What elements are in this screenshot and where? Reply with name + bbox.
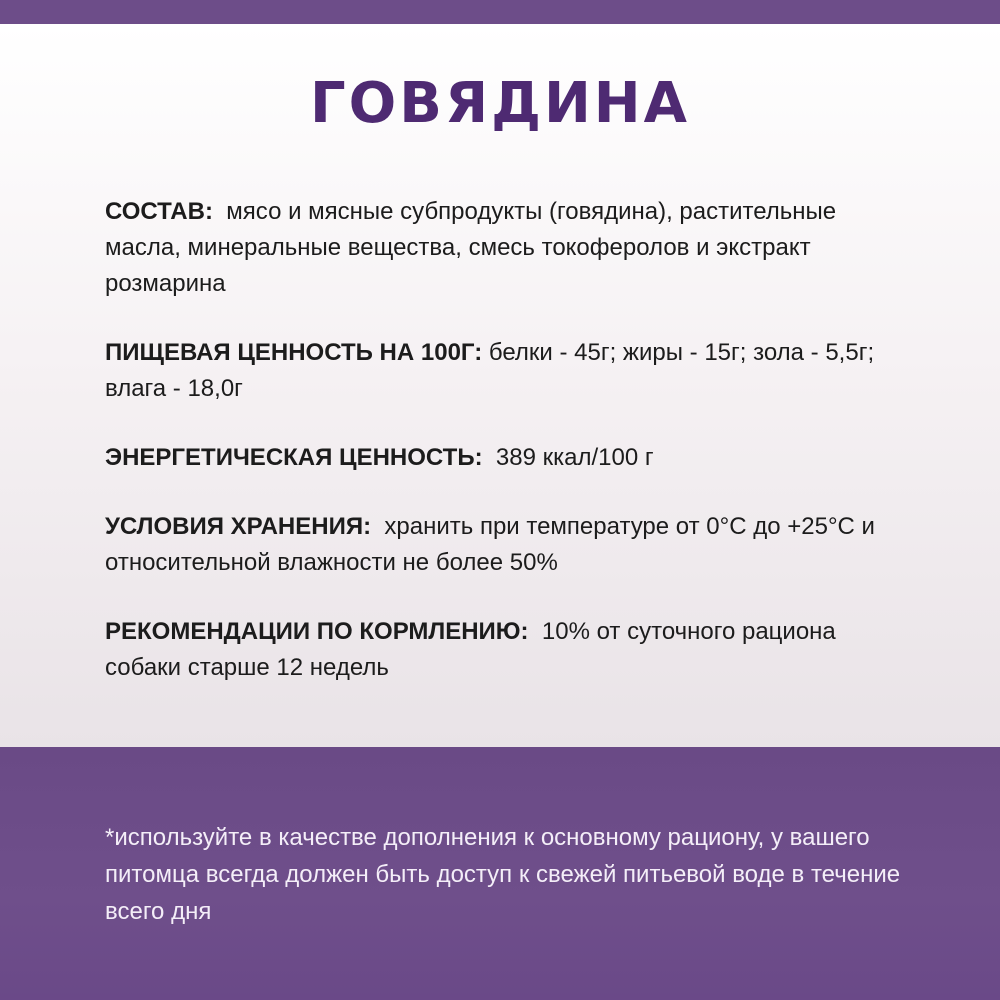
composition-section xyxy=(105,194,905,302)
storage-text: хранить при температуре от 0°С до +25°С и относительной влажности не более 50% xyxy=(105,513,875,576)
storage-section xyxy=(105,509,905,581)
feeding-text: 10% от суточного рациона собаки старше 12 недель xyxy=(105,618,836,681)
footnote: *используйте в качестве дополнения к основному рациону, у вашего питомца всегда должен быть доступ к свежей питьевой воде в течение всего дня xyxy=(105,824,901,925)
composition-label: СОСТАВ: xyxy=(105,198,213,225)
nutrition-text: белки - 45г; жиры - 15г; зола - 5,5г; влага - 18,0г xyxy=(105,339,875,402)
energy-section xyxy=(105,440,905,476)
storage-label: УСЛОВИЯ ХРАНЕНИЯ: xyxy=(105,513,372,540)
nutrition-section xyxy=(105,335,905,407)
page-title: ГОВЯДИНА xyxy=(309,71,691,136)
energy-text: 389 ккал/100 г xyxy=(495,444,654,471)
composition-text: мясо и мясные субпродукты (говядина), растительные масла, минеральные вещества, смесь токоферолов и экстракт розмарина xyxy=(105,198,837,297)
feeding-label: РЕКОМЕНДАЦИИ ПО КОРМЛЕНИЮ: xyxy=(105,618,529,645)
info-sections xyxy=(105,194,905,719)
nutrition-label: ПИЩЕВАЯ ЦЕННОСТЬ НА 100Г: xyxy=(105,339,483,366)
top-bar xyxy=(0,0,1000,24)
energy-label: ЭНЕРГЕТИЧЕСКАЯ ЦЕННОСТЬ: xyxy=(105,444,483,471)
feeding-section xyxy=(105,614,905,686)
